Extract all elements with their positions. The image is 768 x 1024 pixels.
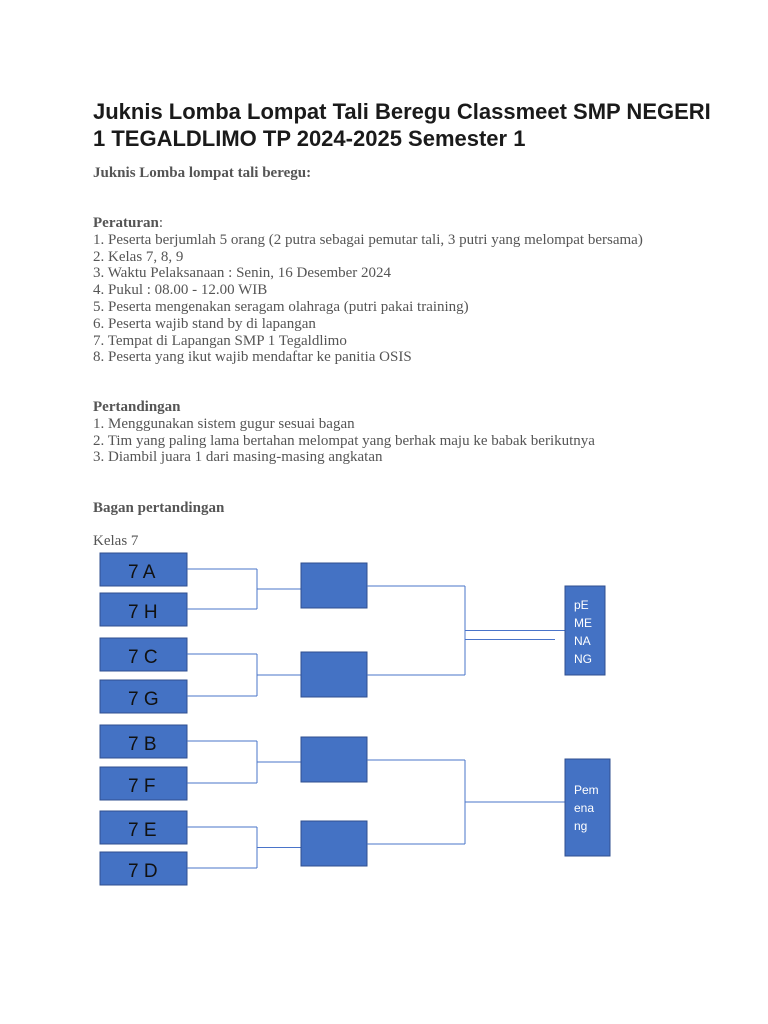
team-label: 7 A xyxy=(128,562,156,583)
page-title: Juknis Lomba Lompat Tali Beregu Classmeet SMP NEGERI 1 TEGALDLIMO TP 2024-2025 Semester 1 xyxy=(93,99,711,151)
list-item: 6. Peserta wajib stand by di lapangan xyxy=(93,315,316,332)
list-item: 5. Peserta mengenakan seragam olahraga (putri pakai training) xyxy=(93,298,469,315)
winner-label: pE xyxy=(574,598,589,612)
team-label: 7 D xyxy=(128,861,158,882)
list-item: 4. Pukul : 08.00 - 12.00 WIB xyxy=(93,282,268,299)
team-label: 7 B xyxy=(128,734,157,755)
winner-label: ena xyxy=(574,801,595,815)
list-item: 3. Diambil juara 1 dari masing-masing angkatan xyxy=(93,449,383,466)
winner-label: NA xyxy=(574,634,591,648)
list-item: 1. Peserta berjumlah 5 orang (2 putra sebagai pemutar tali, 3 putri yang melompat bersama) xyxy=(93,231,643,248)
pertandingan-heading: Pertandingan xyxy=(93,399,181,415)
list-item: 7. Tempat di Lapangan SMP 1 Tegaldlimo xyxy=(93,332,347,349)
team-label: 7 C xyxy=(128,647,158,668)
bagan-heading: Bagan pertandingan xyxy=(93,500,225,516)
kelas-label: Kelas 7 xyxy=(93,533,139,549)
list-item: 1. Menggunakan sistem gugur sesuai bagan xyxy=(93,415,355,432)
round2-box xyxy=(301,563,367,608)
winner-label: ng xyxy=(574,819,588,833)
list-item: 3. Waktu Pelaksanaan : Senin, 16 Desember 2024 xyxy=(93,265,392,282)
team-label: 7 E xyxy=(128,820,157,841)
list-item: 2. Tim yang paling lama bertahan melompat yang berhak maju ke babak berikutnya xyxy=(93,432,595,449)
peraturan-colon: : xyxy=(158,215,163,231)
winner-label: NG xyxy=(574,652,592,666)
subtitle: Juknis Lomba lompat tali beregu: xyxy=(93,165,312,181)
team-label: 7 H xyxy=(128,602,158,623)
peraturan-heading: Peraturan xyxy=(93,215,159,231)
list-item: 8. Peserta yang ikut wajib mendaftar ke panitia OSIS xyxy=(93,349,412,366)
list-item: 2. Kelas 7, 8, 9 xyxy=(93,248,184,265)
team-label: 7 G xyxy=(128,689,159,710)
round2-box xyxy=(301,821,367,866)
team-label: 7 F xyxy=(128,776,156,797)
round2-box xyxy=(301,737,367,782)
round2-box xyxy=(301,652,367,697)
winner-label: Pem xyxy=(574,783,599,797)
winner-label: ME xyxy=(574,616,592,630)
